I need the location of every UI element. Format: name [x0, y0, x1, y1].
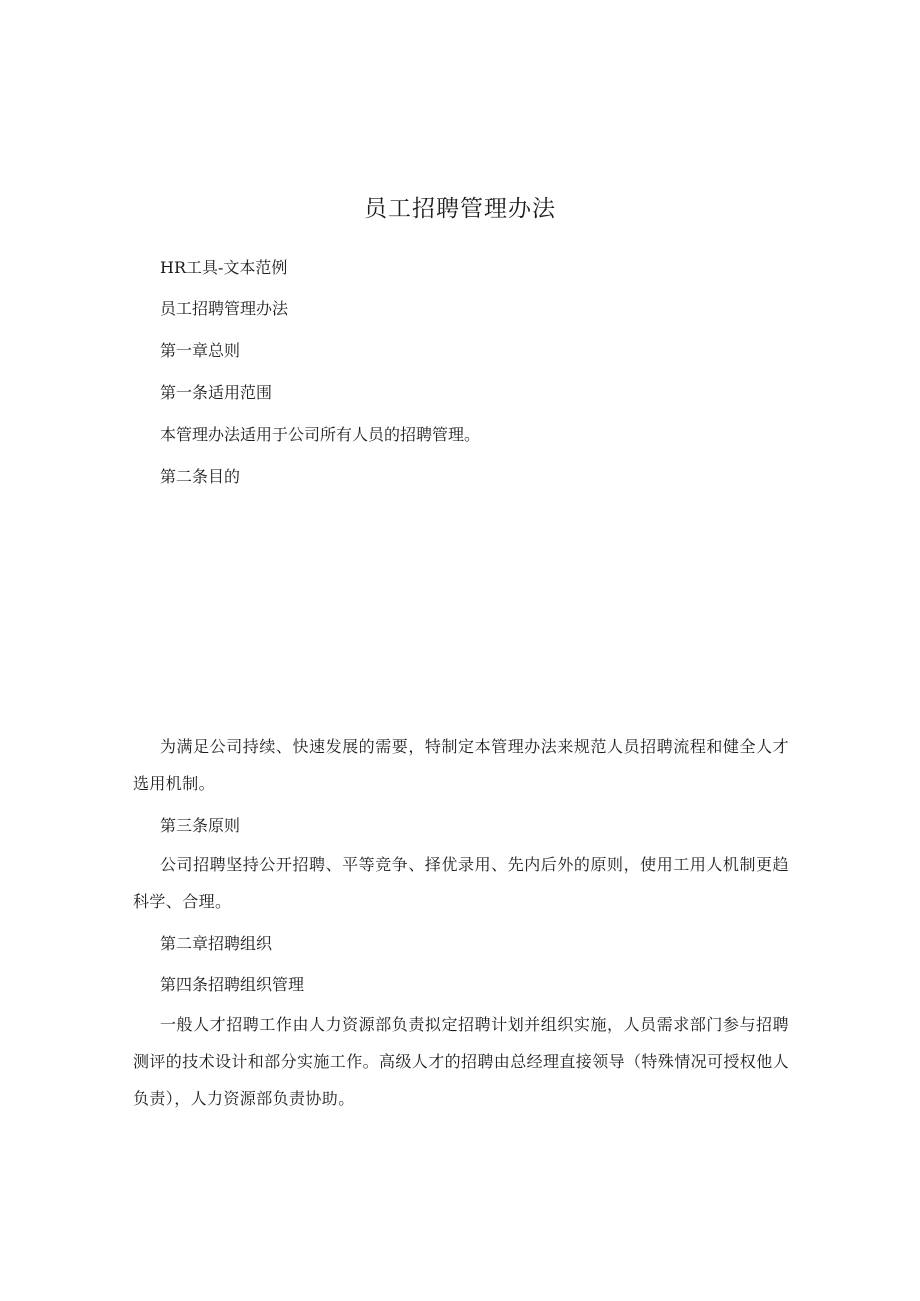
article-2-heading: 第二条目的 [160, 467, 241, 486]
article-4-heading: 第四条招聘组织管理 [160, 975, 305, 994]
doc-line-subtitle: 员工招聘管理办法 [160, 299, 289, 318]
article-1-heading: 第一条适用范围 [160, 383, 273, 402]
doc-line-hr-tools: HR工具-文本范例 [160, 258, 288, 277]
article-3-heading: 第三条原则 [160, 816, 241, 835]
document-title: 员工招聘管理办法 [364, 196, 556, 222]
article-1-body: 本管理办法适用于公司所有人员的招聘管理。 [160, 425, 481, 444]
article-2-body: 为满足公司持续、快速发展的需要，特制定本管理办法来规范人员招聘流程和健全人才选用机制。 [133, 737, 789, 793]
article-4-body: 一般人才招聘工作由人力资源部负责拟定招聘计划并组织实施，人员需求部门参与招聘测评的技术设计和部分实施工作。高级人才的招聘由总经理直接领导（特殊情况可授权他人负责），人力资源部负责协助。 [133, 1015, 790, 1108]
chapter-1-heading: 第一章总则 [160, 341, 241, 360]
chapter-2-heading: 第二章招聘组织 [160, 934, 273, 953]
article-3-body: 公司招聘坚持公开招聘、平等竞争、择优录用、先内后外的原则，使用工用人机制更趋科学、合理。 [133, 855, 789, 911]
